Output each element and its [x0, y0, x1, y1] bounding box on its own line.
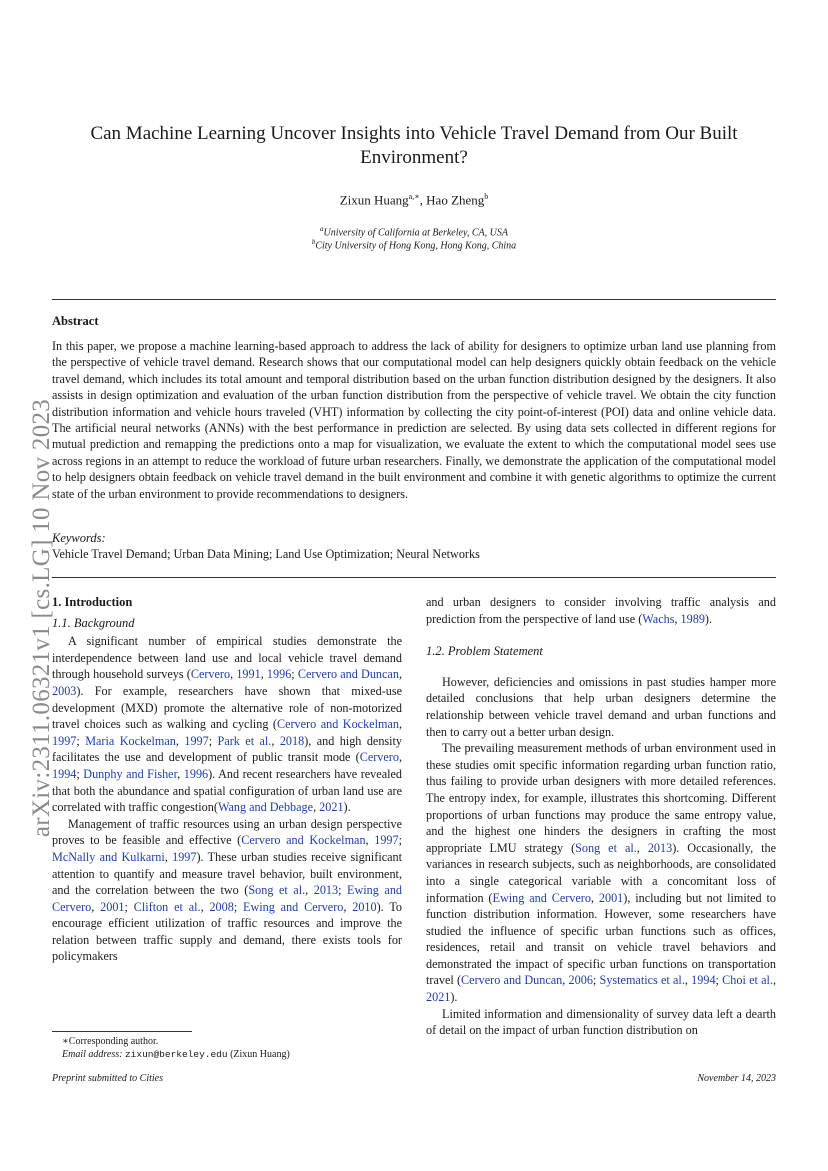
citation-link[interactable]: 2013: [313, 883, 339, 898]
email-address[interactable]: zixun@berkeley.edu: [124, 1049, 228, 1060]
citation-link[interactable]: Ewing and Cervero: [492, 890, 591, 905]
citation-link[interactable]: Wachs: [642, 611, 675, 626]
citation-link[interactable]: 1997: [184, 733, 209, 748]
left-column: [52, 594, 402, 965]
citation-link[interactable]: 1997: [172, 849, 197, 864]
citation-link[interactable]: McNally and Kulkarni: [52, 849, 165, 864]
author-separator: ,: [419, 192, 427, 208]
citation-link[interactable]: 2001: [100, 899, 125, 914]
citation-link[interactable]: Cervero and Kockelman: [241, 833, 366, 848]
citation-link[interactable]: 1991: [236, 667, 261, 682]
email-owner: (Zixun Huang): [230, 1049, 290, 1060]
affiliation-mark: b: [311, 238, 316, 246]
affiliation-text: University of California at Berkeley, CA, USA: [323, 227, 508, 239]
citation-link[interactable]: 1994: [691, 973, 716, 988]
citation-link[interactable]: Systematics et al.: [599, 973, 685, 988]
citation-link[interactable]: 2001: [598, 890, 624, 905]
author-name: Hao Zheng: [426, 192, 485, 208]
divider: [52, 299, 776, 300]
footnote-corresponding: ∗Corresponding author.: [62, 1036, 159, 1047]
footnote-email: [62, 1049, 290, 1060]
section-heading: 1. Introduction: [52, 595, 133, 609]
citation-link[interactable]: 2006: [568, 973, 593, 988]
right-column: [426, 594, 776, 1039]
author-line: [60, 192, 768, 208]
citation-link[interactable]: Wang and Debbage: [217, 800, 314, 815]
citation-link[interactable]: Cervero and Duncan: [461, 973, 563, 988]
author-affil-mark: a,∗: [408, 192, 420, 201]
paragraph: A significant number of empirical studies demonstrate the interdependence between land use and local vehicle travel demand through household surveys (Cervero, 1991, 1996; Cervero and Duncan, 2003). For example, researchers have shown that mixed-use development (MXD) promote the alternative role of non-motorized travel choices such as walking and cycling (Cervero and Kockelman, 1997; Maria Kockelman, 1997; Park et al., 2018), and high density facilitates the use and development of public transit mode (Cervero, 1994; Dunphy and Fisher, 1996). And recent researchers have revealed that both the abundance and spatial configuration of urban land use are correlated with traffic congestion(Wang and Debbage, 2021).: [52, 634, 403, 815]
paragraph: However, deficiencies and omissions in past studies hamper more detailed conclusions that help urban designers determine the relationship between vehicle travel demand and urban functions and then to carry out a better urban design.: [426, 674, 776, 739]
footer-journal: Preprint submitted to Cities: [52, 1073, 164, 1084]
abstract-body: In this paper, we propose a machine learning-based approach to address the lack of ability for designers to optimize urban land use planning from the perspective of vehicle travel demand. Research shows that our computational model can help designers quickly obtain feedback on the vehicle travel demand, which includes its total amount and temporal distribution based on the urban function distribution designed by the designers. It also assists in design optimization and evaluation of the urban function distribution from the perspective of vehicle travel. We obtain the city function distribution information and vehicle hours traveled (VHT) information by collecting the city point-of-interest (POI) data and online vehicle data. The artificial neural networks (ANNs) with the best performance in prediction are selected. By using data sets collected in different regions for mutual prediction and remapping the predictions onto a map for visualization, we evaluate the extent to which the computational model sees use across regions in an attempt to reduce the workload of future urban researchers. Finally, we demonstrate the application of the computational model to help designers obtain feedback on vehicle travel demand in the built environment and combine it with genetic algorithms to optimize the current state of the urban environment to provide recommendations to designers.: [52, 339, 776, 501]
affiliation: [60, 238, 768, 251]
citation-link[interactable]: Ewing and Cervero: [52, 883, 403, 914]
citation-link[interactable]: 1996: [266, 667, 292, 682]
citation-link[interactable]: Park et al.: [217, 733, 272, 748]
email-label: Email address:: [62, 1049, 123, 1060]
citation-link[interactable]: 1997: [52, 733, 77, 748]
arxiv-stamp-text: arXiv:2311.06321v1 [cs.LG] 10 Nov 2023: [28, 398, 55, 838]
keywords-heading: Keywords:: [52, 531, 106, 545]
subsection-heading: 1.2. Problem Statement: [426, 644, 543, 659]
citation-link[interactable]: Cervero and Duncan: [297, 667, 399, 682]
citation-link[interactable]: 2018: [279, 733, 305, 748]
citation-link[interactable]: 2010: [352, 899, 377, 914]
citation-link[interactable]: Dunphy and Fisher: [83, 766, 178, 781]
citation-link[interactable]: 2021: [319, 800, 344, 815]
citation-link[interactable]: Ewing and Cervero: [243, 899, 344, 914]
citation-link[interactable]: Song et al.: [248, 883, 306, 898]
affiliation-mark: a: [320, 225, 324, 233]
citation-link[interactable]: Choi et al.: [722, 973, 773, 988]
citation-link[interactable]: 2021: [426, 990, 451, 1005]
paragraph: Management of traffic resources using an urban design perspective proves to be feasible and effective (Cervero and Kockelman, 1997; McNally and Kulkarni, 1997). These urban studies receive significant attention to quantify and measure travel behavior, built environment, and the correlation between the two (Song et al., 2013; Ewing and Cervero, 2001; Clifton et al., 2008; Ewing and Cervero, 2010). To encourage efficient utilization of traffic resources and improve the relation between traffic supply and demand, there exists tools for policymakers: [52, 816, 403, 964]
divider: [52, 577, 776, 578]
citation-link[interactable]: 2008: [209, 899, 234, 914]
subsection-heading: 1.1. Background: [52, 615, 135, 630]
citation-link[interactable]: Clifton et al.: [133, 899, 201, 914]
keywords-list: Vehicle Travel Demand; Urban Data Mining; Land Use Optimization; Neural Networks: [52, 547, 480, 561]
paragraph: Limited information and dimensionality of survey data left a dearth of detail on the impact of urban function distribution on: [426, 1006, 776, 1038]
affiliation-text: City University of Hong Kong, Hong Kong, China: [315, 240, 517, 252]
citation-link[interactable]: 2013: [647, 840, 673, 855]
citation-link[interactable]: 1997: [374, 833, 399, 848]
abstract-heading: Abstract: [52, 314, 99, 328]
author-affil-mark: b: [484, 192, 489, 201]
citation-link[interactable]: Cervero: [359, 750, 399, 765]
paper-title: Can Machine Learning Uncover Insights into Vehicle Travel Demand from Our Built Environment?: [90, 123, 738, 168]
citation-link[interactable]: Song et al.: [575, 840, 637, 855]
footer-date: November 14, 2023: [697, 1073, 776, 1084]
paragraph: The prevailing measurement methods of urban environment used in these studies omit specific information regarding urban function ratio, thus failing to provide urban designers with more detailed references. The entropy index, for example, illustrates this shortcoming. Different proportions of urban functions may produce the same entropy value, and the highest one hinders the designers in crafting the most appropriate LMU strategy (Song et al., 2013). Occasionally, the variances in research subjects, such as neighborhoods, are consolidated into a single categorical variable with a concomitant loss of information (Ewing and Cervero, 2001), including but not limited to function distribution information. However, some researchers have studied the influence of specific urban functions such as offices, residences, retail and transit on vehicle travel behaviors and demonstrated the impact of specific urban functions on transportation travel (Cervero and Duncan, 2006; Systematics et al., 1994; Choi et al., 2021).: [426, 741, 777, 1005]
paragraph: and urban designers to consider involving traffic analysis and prediction from the perspective of land use (Wachs, 1989).: [426, 595, 776, 626]
citation-link[interactable]: Maria Kockelman: [85, 733, 176, 748]
citation-link[interactable]: 1996: [183, 766, 209, 781]
citation-link[interactable]: 1989: [680, 611, 705, 626]
affiliation: [60, 225, 768, 238]
citation-link[interactable]: Cervero: [190, 667, 231, 682]
footnote-rule: [52, 1031, 192, 1032]
citation-link[interactable]: Cervero and Kockelman: [276, 717, 399, 732]
author-name: Zixun Huang: [339, 192, 409, 208]
citation-link[interactable]: 2003: [52, 683, 77, 698]
citation-link[interactable]: 1994: [52, 766, 77, 781]
